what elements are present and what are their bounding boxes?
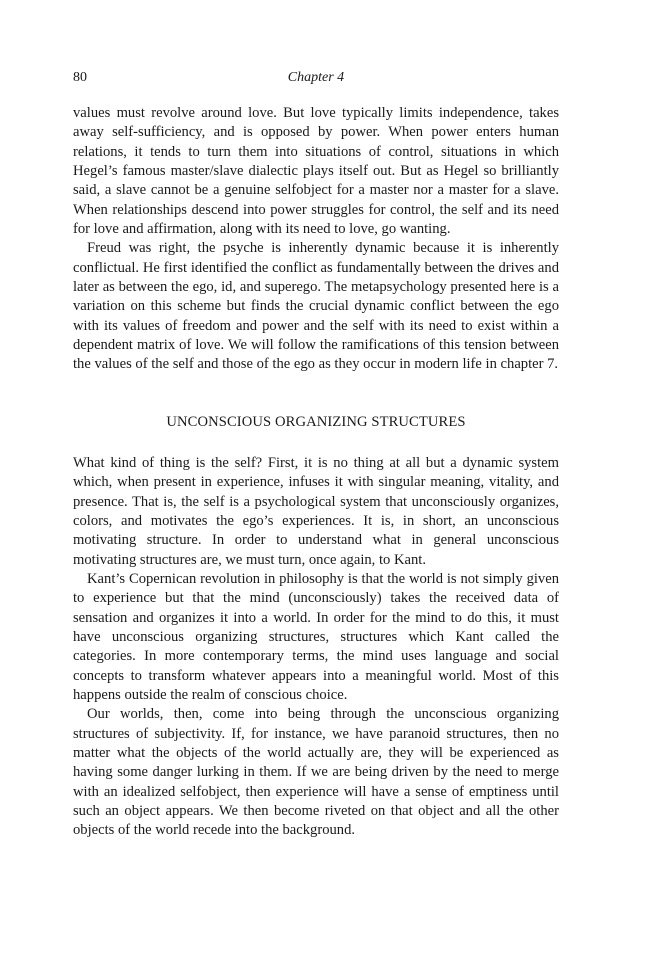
body-text — [73, 104, 559, 841]
paragraph: What kind of thing is the self? First, it is no thing at all but a dynamic system which, when present in experience, infuses it with singular meaning, vitality, and presence. That is, the self is a psychological system that unconsciously organizes, colors, and motivates the ego’s experiences. It is, in short, an unconscious motivating structure. In order to understand what in general unconscious motivating structures are, we must turn, once again, to Kant. — [73, 454, 559, 568]
chapter-title: Chapter 4 — [287, 70, 345, 85]
paragraph: values must revolve around love. But love typically limits independence, takes away self-sufficiency, and is opposed by power. When power enters human relations, it tends to turn them into situations of control, situations in which Hegel’s famous master/slave dialectic plays itself out. But as Hegel so brilliantly said, a slave cannot be a genuine selfobject for a master nor a master for a slave. When relationships descend into power struggles for control, the self and its need for love and affirmation, along with its need to love, go wanting. — [73, 105, 559, 238]
running-head — [73, 70, 559, 90]
book-page — [73, 70, 559, 841]
paragraph: Our worlds, then, come into being through the unconscious organizing structures of subjectivity. If, for instance, we have paranoid structures, then no matter what the objects of the world actually are, they will be experienced as having some danger lurking in them. If we are being driven by the need to merge with an idealized selfobject, then experience will have a sense of emptiness until such an object appears. We then become riveted on that object and all the other objects of the world recede into the background. — [73, 706, 559, 839]
page-number: 80 — [73, 70, 87, 85]
paragraph: Freud was right, the psyche is inherently dynamic because it is inherently conflictual. He first identified the conflict as fundamentally between the drives and later as between the ego, id, and superego. The metapsychology presented here is a variation on this scheme but finds the crucial dynamic conflict between the ego with its values of freedom and power and the self with its need to exist within a dependent matrix of love. We will follow the ramifications of this tension between the values of the self and those of the ego as they occur in modern life in chapter 7. — [73, 240, 559, 373]
paragraph: Kant’s Copernican revolution in philosophy is that the world is not simply given to experience but that the mind (unconsciously) takes the received data of sensation and organizes it into a world. In order for the mind to do this, it must have unconscious organizing structures, structures which Kant called the categories. In more contemporary terms, the mind uses language and social concepts to transform whatever appears into a meaningful world. Most of this happens outside the realm of conscious choice. — [73, 570, 559, 703]
section-heading: UNCONSCIOUS ORGANIZING STRUCTURES — [166, 413, 466, 430]
